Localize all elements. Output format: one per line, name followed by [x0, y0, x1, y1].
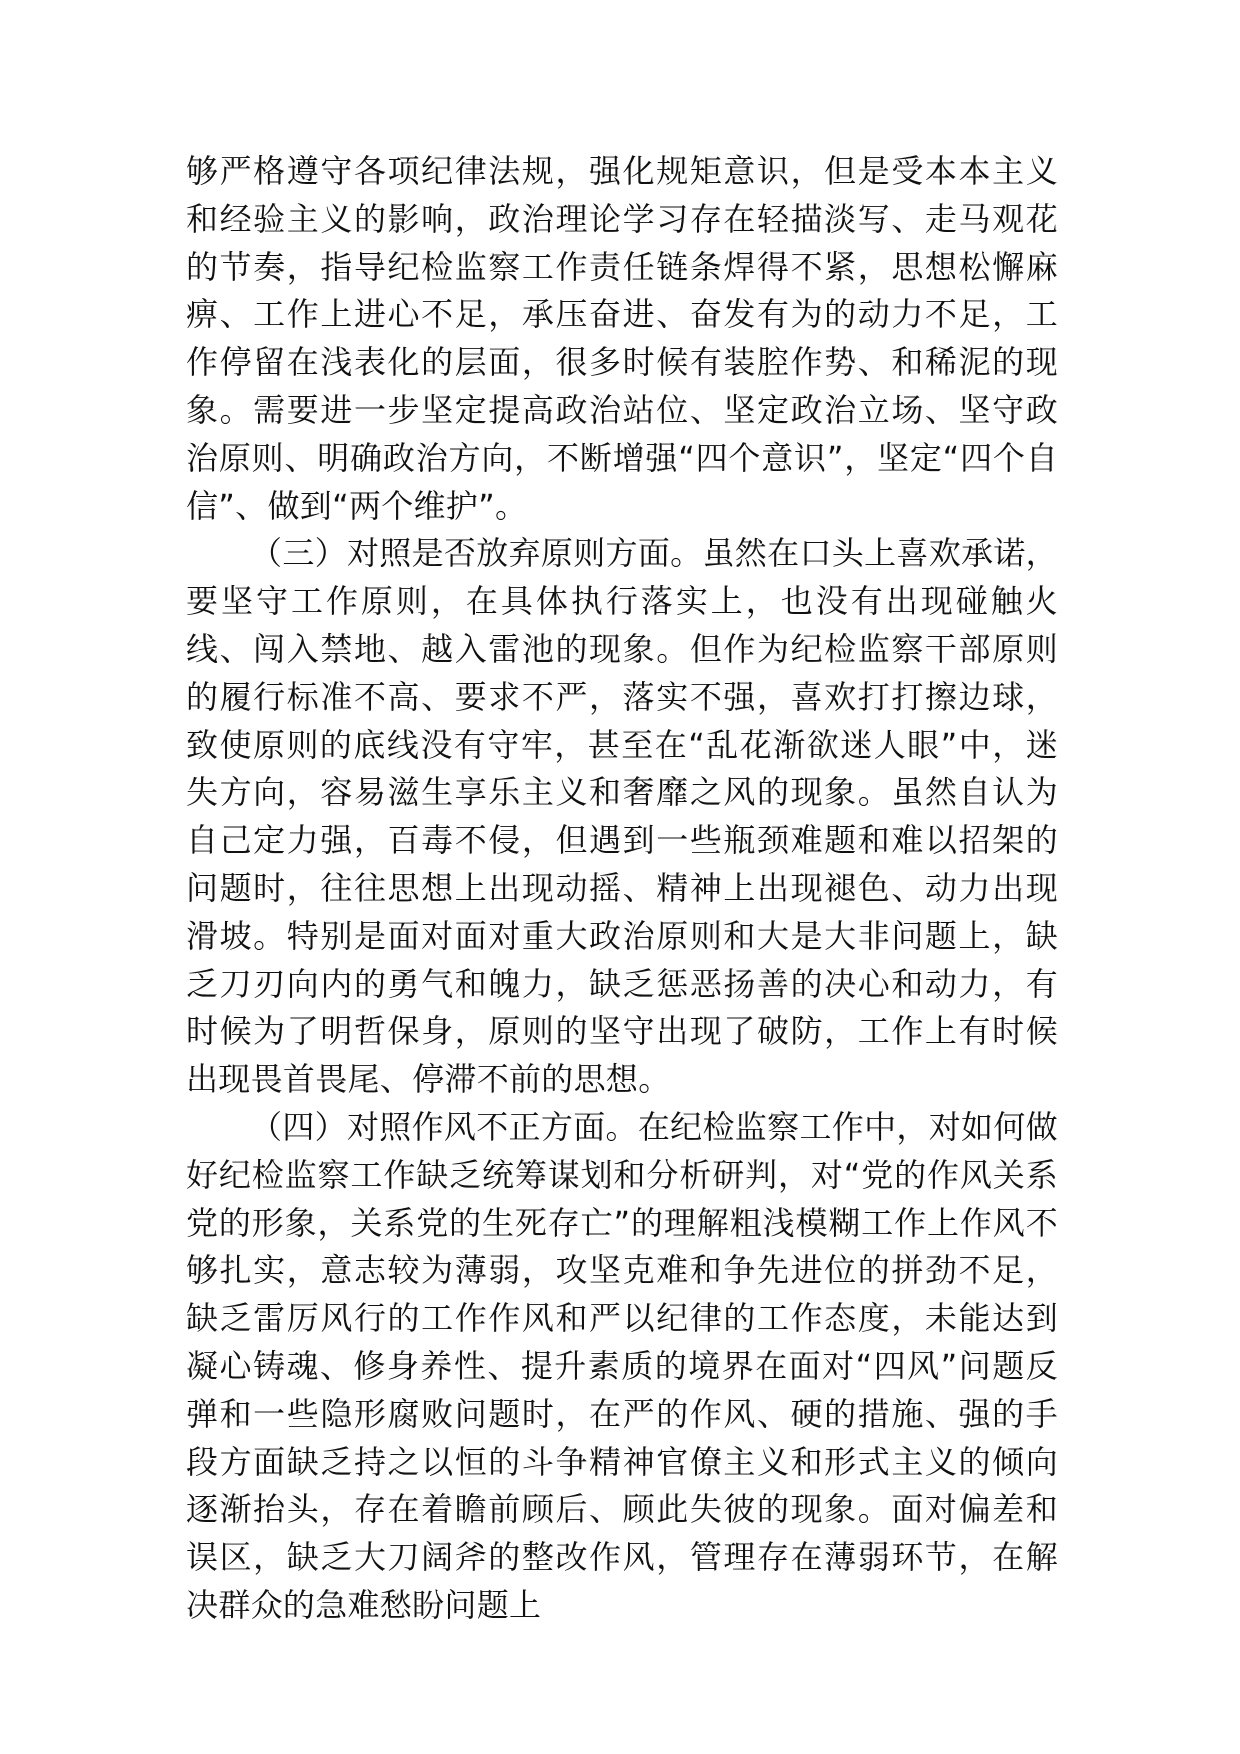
- document-body: [186, 148, 1058, 1630]
- paragraph-continuation: 够严格遵守各项纪律法规，强化规矩意识，但是受本本主义和经验主义的影响，政治理论学习存在轻描淡写、走马观花的节奏，指导纪检监察工作责任链条焊得不紧，思想松懈麻痹、工作上进心不足，承压奋进、奋发有为的动力不足，工作停留在浅表化的层面，很多时候有装腔作势、和稀泥的现象。需要进一步坚定提高政治站位、坚定政治立场、坚守政治原则、明确政治方向，不断增强“四个意识”，坚定“四个自信”、做到“两个维护”。: [186, 152, 1058, 525]
- paragraph-section-3: （三）对照是否放弃原则方面。虽然在口头上喜欢承诺，要坚守工作原则，在具体执行落实上，也没有出现碰触火线、闯入禁地、越入雷池的现象。但作为纪检监察干部原则的履行标准不高、要求不严，落实不强，喜欢打打擦边球，致使原则的底线没有守牢，甚至在“乱花渐欲迷人眼”中，迷失方向，容易滋生享乐主义和奢靡之风的现象。虽然自认为自己定力强，百毒不侵，但遇到一些瓶颈难题和难以招架的问题时，往往思想上出现动摇、精神上出现褪色、动力出现滑坡。特别是面对面对重大政治原则和大是大非问题上，缺乏刀刃向内的勇气和魄力，缺乏惩恶扬善的决心和动力，有时候为了明哲保身，原则的坚守出现了破防，工作上有时候出现畏首畏尾、停滞不前的思想。: [186, 534, 1058, 1099]
- paragraph-section-4: （四）对照作风不正方面。在纪检监察工作中，对如何做好纪检监察工作缺乏统筹谋划和分析研判，对“党的作风关系党的形象，关系党的生死存亡”的理解粗浅模糊工作上作风不够扎实，意志较为薄弱，攻坚克难和争先进位的拼劲不足，缺乏雷厉风行的工作作风和严以纪律的工作态度，未能达到凝心铸魂、修身养性、提升素质的境界在面对“四风”问题反弹和一些隐形腐败问题时，在严的作风、硬的措施、强的手段方面缺乏持之以恒的斗争精神官僚主义和形式主义的倾向逐渐抬头，存在着瞻前顾后、顾此失彼的现象。面对偏差和误区，缺乏大刀阔斧的整改作风，管理存在薄弱环节，在解决群众的急难愁盼问题上: [186, 1107, 1058, 1624]
